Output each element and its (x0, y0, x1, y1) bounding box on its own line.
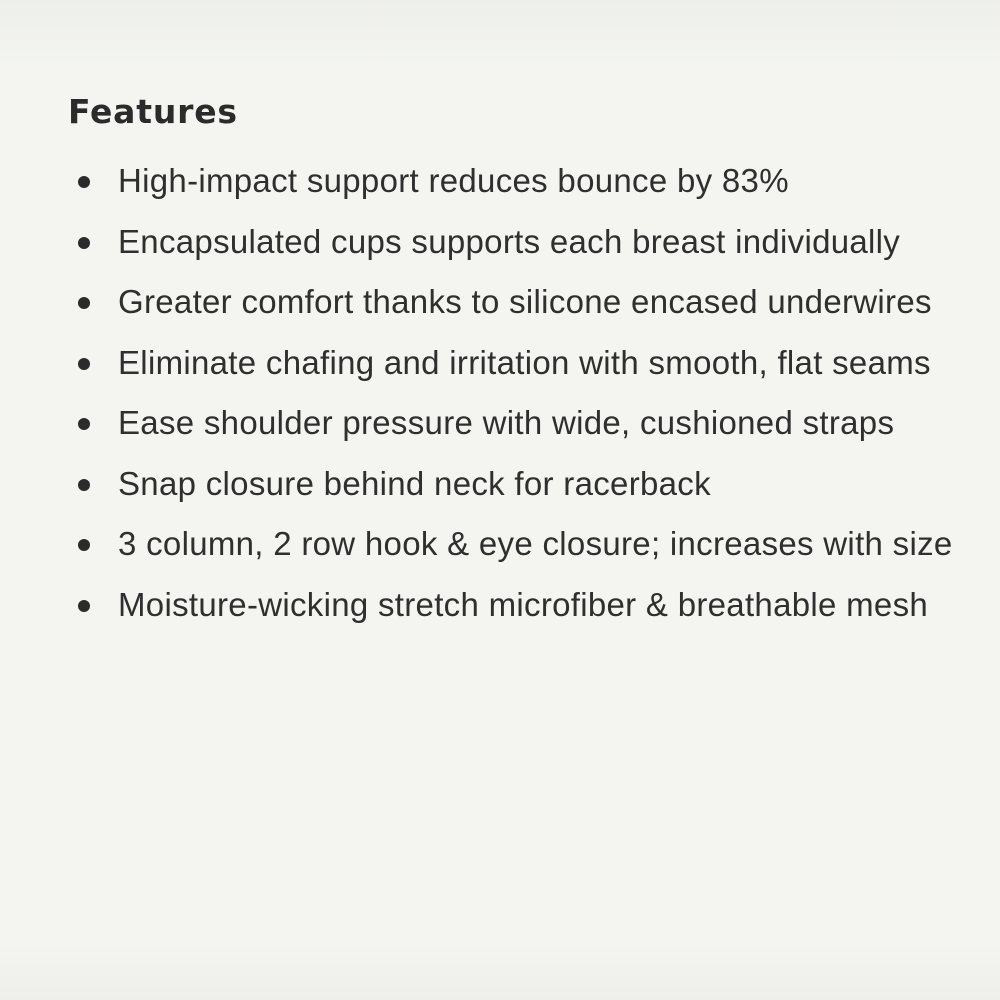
feature-text: High-impact support reduces bounce by 83% (118, 162, 789, 199)
feature-item (0, 218, 1000, 267)
feature-text: Eliminate chafing and irritation with smooth, flat seams (118, 343, 931, 381)
features-list (0, 157, 1000, 641)
feature-text: Ease shoulder pressure with wide, cushioned straps (118, 404, 895, 441)
feature-text: Snap closure behind neck for racerback (118, 464, 711, 502)
bullet-icon (78, 479, 90, 491)
feature-item (0, 157, 1000, 206)
bullet-icon (78, 297, 90, 309)
bullet-icon (78, 176, 90, 188)
feature-item (0, 278, 1000, 327)
bullet-icon (78, 358, 90, 370)
feature-text: Encapsulated cups supports each breast individually (118, 222, 901, 260)
feature-item (0, 460, 1000, 509)
feature-item (0, 581, 1000, 630)
feature-item (0, 339, 1000, 388)
feature-text: Moisture-wicking stretch microfiber & breathable mesh (118, 585, 929, 623)
bullet-icon (78, 539, 90, 551)
feature-item (0, 399, 1000, 448)
features-heading: Features (68, 92, 238, 131)
feature-text: Greater comfort thanks to silicone encased underwires (118, 283, 932, 320)
bullet-icon (78, 418, 90, 430)
feature-item (0, 520, 1000, 569)
bullet-icon (78, 237, 90, 249)
bullet-icon (78, 600, 90, 612)
feature-text: 3 column, 2 row hook & eye closure; increases with size (118, 525, 953, 562)
